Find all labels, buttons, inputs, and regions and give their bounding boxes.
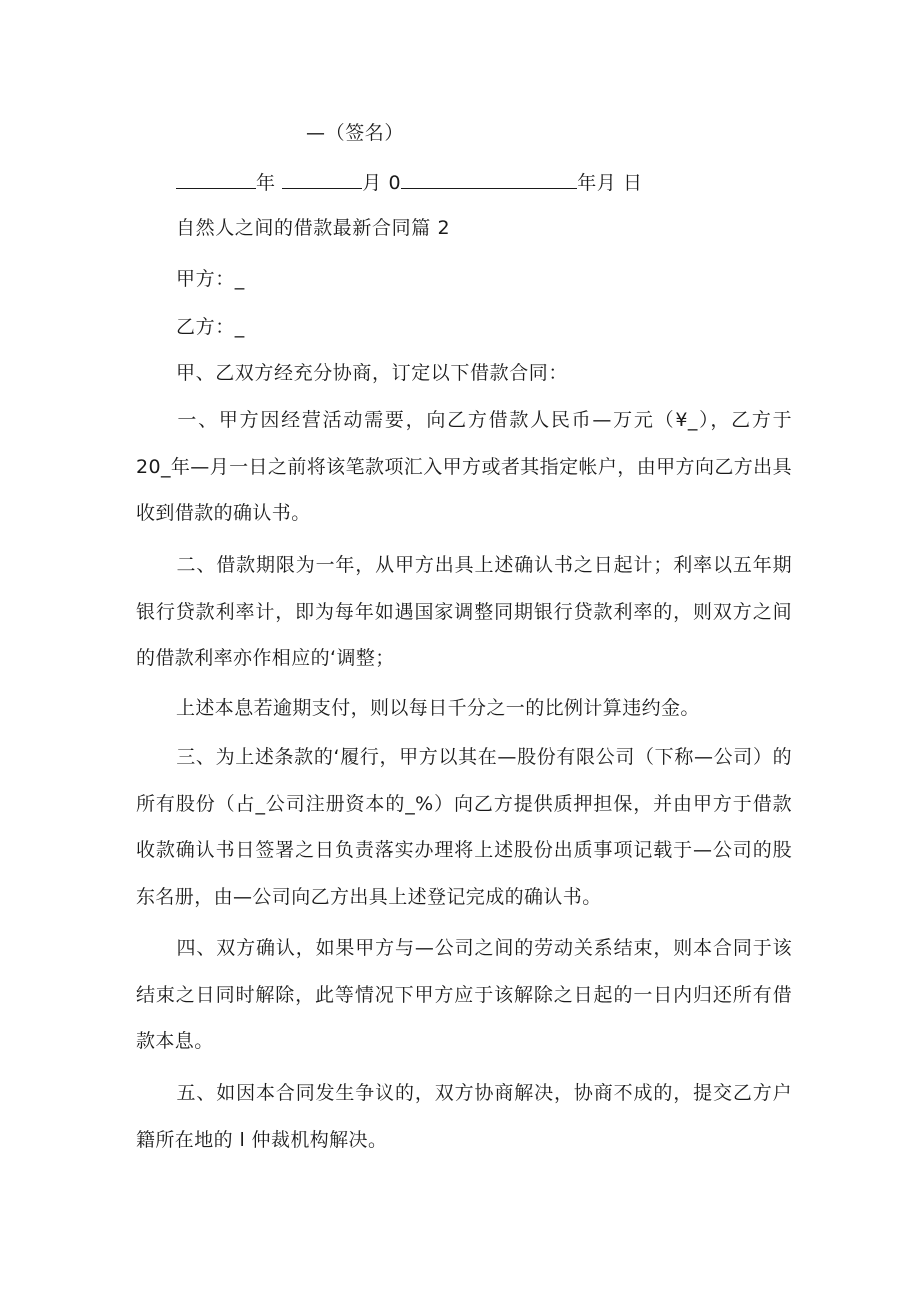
intro-text: 甲、乙双方经充分协商，订定以下借款合同： [176, 362, 569, 384]
clause-2 [136, 542, 792, 682]
party-b: 乙方：_ [176, 316, 245, 338]
clause-4-text: 四、双方确认，如果甲方与—公司之间的劳动关系结束，则本合同于该结束之日同时解除，此等情况下甲方应于该解除之日起的一日内归还所有借款本息。 [136, 937, 792, 1052]
clause-5-text: 五、如因本合同发生争议的，双方协商解决，协商不成的，提交乙方户籍所在地的 l 仲裁机构解决。 [136, 1082, 792, 1151]
clause-4 [136, 925, 792, 1065]
clause-5 [136, 1070, 792, 1163]
clause-1 [136, 397, 792, 537]
clause-3-text: 三、为上述条款的‘履行，甲方以其在—股份有限公司（下称—公司）的所有股份（占_公司注册资本的_%）向乙方提供质押担保，并由甲方于借款收款确认书日签署之日负责落实办理将上述股份出质事项记载于—公司的股东名册，由—公司向乙方出具上述登记完成的确认书。 [136, 746, 792, 908]
clause-2-text: 二、借款期限为一年，从甲方出具上述确认书之日起计；利率以五年期银行贷款利率计，即为每年如遇国家调整同期银行贷款利率的，则双方之间的借款利率亦作相应的‘调整； [136, 554, 792, 669]
year-label: 年 [256, 172, 276, 194]
clause-1-text: 一、甲方因经营活动需要，向乙方借款人民币—万元（¥_），乙方于 20_年—月一日之前将该笔款项汇入甲方或者其指定帐户，由甲方向乙方出具收到借款的确认书。 [136, 409, 792, 524]
date-line [176, 170, 643, 195]
party-a: 甲方：_ [176, 268, 245, 290]
signature-line: —（签名） [306, 122, 405, 144]
month-label: 月 0 [362, 172, 402, 194]
penalty-clause-text: 上述本息若逾期支付，则以每日千分之一的比例计算违约金。 [176, 697, 700, 719]
clause-3 [136, 734, 792, 920]
date-blank [401, 170, 577, 189]
date-tail: 年月 日 [577, 172, 643, 194]
month-blank [282, 170, 362, 189]
year-blank [176, 170, 256, 189]
section-heading: 自然人之间的借款最新合同篇 2 [176, 217, 451, 239]
penalty-clause [136, 685, 792, 732]
